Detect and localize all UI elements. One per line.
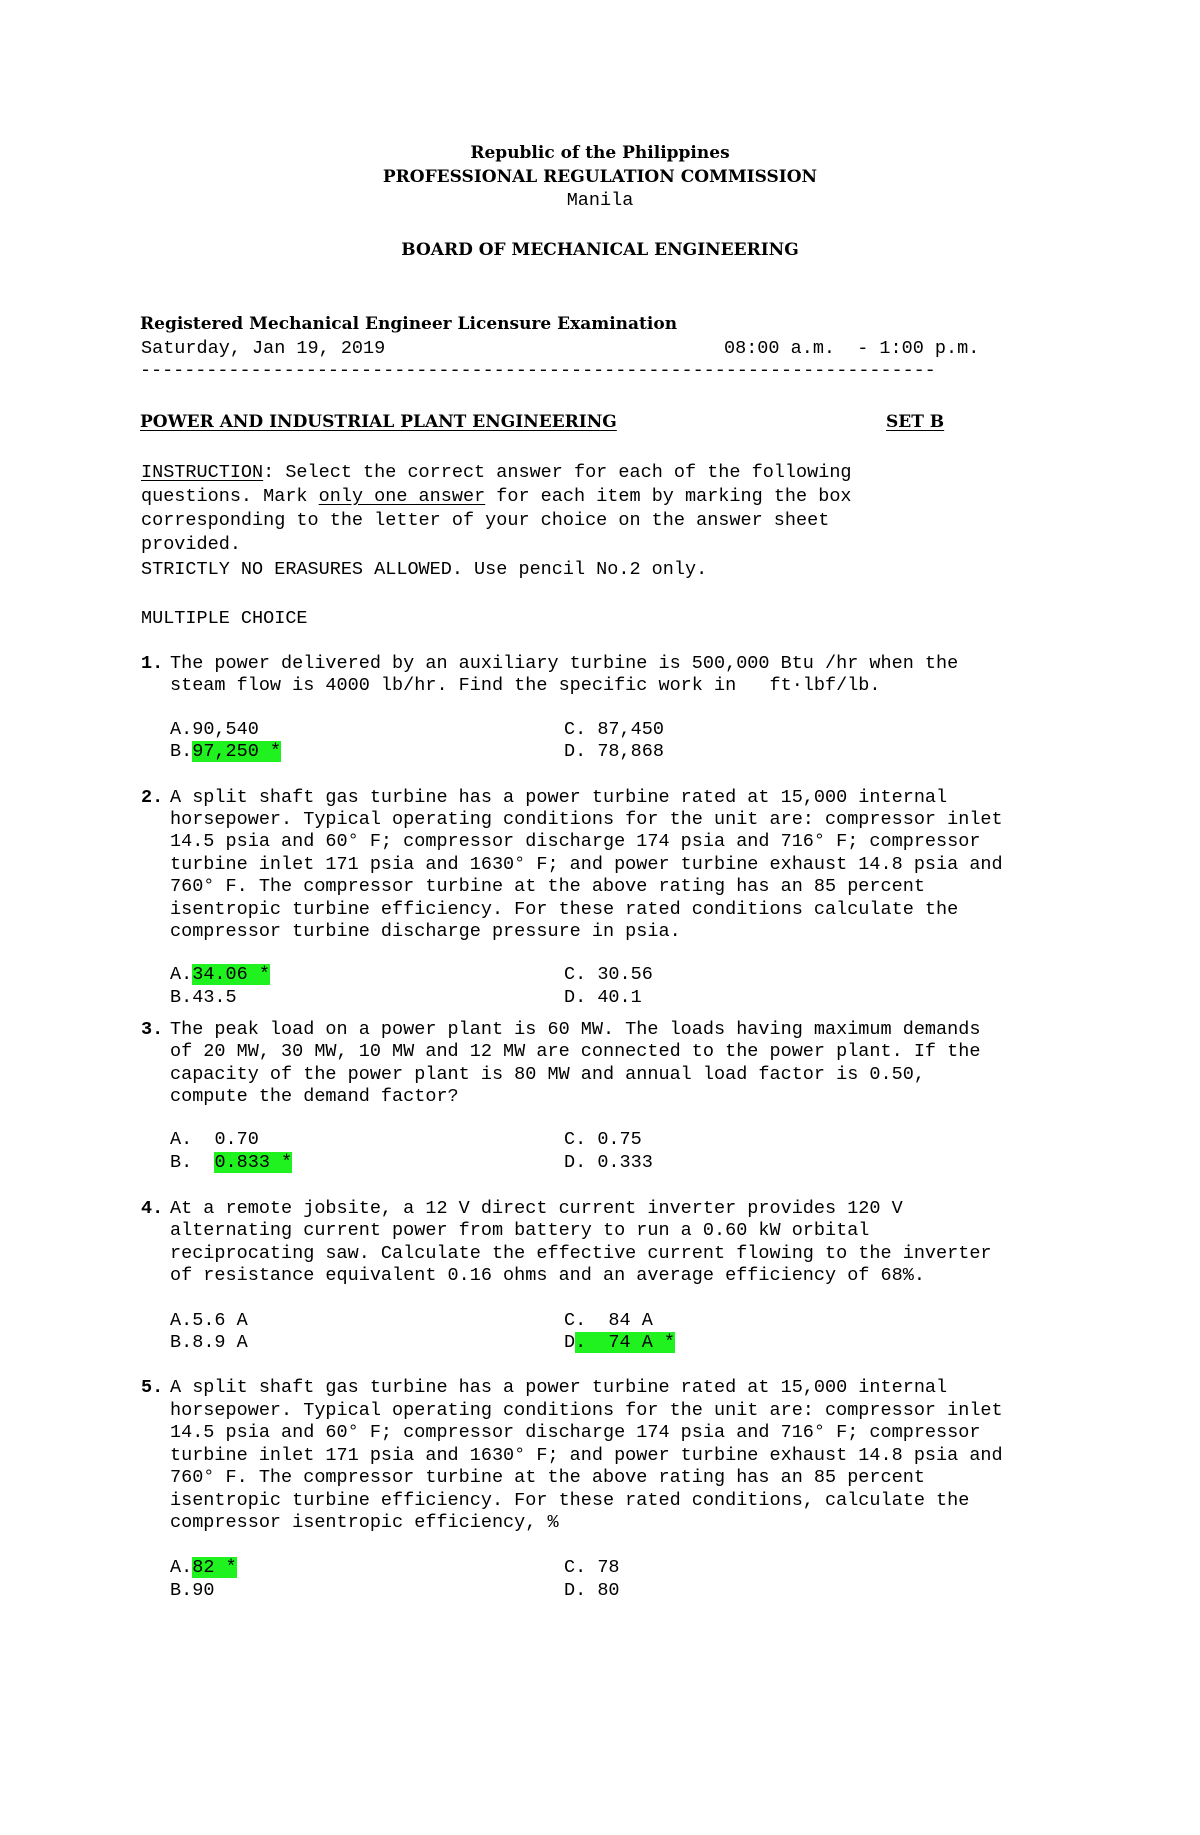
choice-letter: A. [170, 1129, 193, 1150]
instruction-line-5: STRICTLY NO ERASURES ALLOWED. Use pencil No.2 only. [141, 559, 708, 580]
question-text-line: turbine inlet 171 psia and 1630° F; and power turbine exhaust 14.8 psia and [170, 1445, 1003, 1466]
question-number: 5. [141, 1377, 164, 1398]
subject-title: POWER AND INDUSTRIAL PLANT ENGINEERING [140, 412, 617, 432]
question-text-line: 14.5 psia and 60° F; compressor discharge 174 psia and 716° F; compressor [170, 1422, 981, 1443]
choice-letter: B. [170, 741, 193, 762]
exam-date: Saturday, Jan 19, 2019 [141, 338, 386, 359]
choice-value: 40.1 [597, 987, 642, 1008]
instruction-label: INSTRUCTION [141, 462, 264, 483]
correct-answer-highlight: 97,250 * [192, 741, 282, 762]
header-board: BOARD OF MECHANICAL ENGINEERING [401, 240, 799, 260]
choice-letter: B. [170, 987, 193, 1008]
choice-letter: B. [170, 1332, 193, 1353]
set-label: SET B [886, 412, 945, 432]
choice-letter: A. [170, 719, 193, 740]
question-text-line: isentropic turbine efficiency. For these rated conditions calculate the [170, 899, 959, 920]
choice-d [564, 989, 642, 1008]
choice-value: 90,540 [192, 719, 259, 740]
question-text-line: 760° F. The compressor turbine at the above rating has an 85 percent [170, 876, 925, 897]
choice-value: 78,868 [597, 741, 664, 762]
choice-c [564, 721, 664, 740]
question-text-line: The peak load on a power plant is 60 MW. The loads having maximum demands [170, 1019, 981, 1040]
question-text-line: compute the demand factor? [170, 1086, 459, 1107]
choice-value: 43.5 [192, 987, 237, 1008]
question-text-line: A split shaft gas turbine has a power turbine rated at 15,000 internal [170, 787, 948, 808]
question-text-line: A split shaft gas turbine has a power turbine rated at 15,000 internal [170, 1377, 948, 1398]
question-text-line: reciprocating saw. Calculate the effective current flowing to the inverter [170, 1243, 992, 1264]
choice-b [170, 743, 281, 762]
choice-letter: C. [564, 719, 587, 740]
instruction-line-4: provided. [141, 534, 241, 555]
choice-letter: A. [170, 1557, 193, 1578]
choice-c [564, 1559, 620, 1578]
choice-letter: D. [564, 1152, 587, 1173]
question-text-line: of 20 MW, 30 MW, 10 MW and 12 MW are connected to the power plant. If the [170, 1041, 981, 1062]
instruction-text-1: : Select the correct answer for each of the following [263, 462, 852, 483]
choice-a [170, 966, 270, 985]
choice-value: 0.75 [597, 1129, 642, 1150]
choice-letter: C. [564, 1129, 587, 1150]
choice-d [564, 1334, 675, 1353]
choice-a [170, 721, 259, 740]
section-title: MULTIPLE CHOICE [141, 608, 308, 629]
instruction-text-2a: questions. Mark [141, 486, 319, 507]
question-text-line: compressor isentropic efficiency, % [170, 1512, 559, 1533]
choice-letter: C. [564, 1557, 587, 1578]
question-text-line: 760° F. The compressor turbine at the above rating has an 85 percent [170, 1467, 925, 1488]
choice-a [170, 1559, 237, 1578]
choice-d [564, 1582, 620, 1601]
question-text-line: steam flow is 4000 lb/hr. Find the specific work in ft·lbf/lb. [170, 675, 881, 696]
question-text-line: The power delivered by an auxiliary turbine is 500,000 Btu /hr when the [170, 653, 959, 674]
choice-letter: D. [564, 741, 587, 762]
choice-d [564, 743, 664, 762]
choice-value: 0.333 [597, 1152, 653, 1173]
instruction-line-3: corresponding to the letter of your choice on the answer sheet [141, 510, 830, 531]
question-text-line: alternating current power from battery to run a 0.60 kW orbital [170, 1220, 870, 1241]
choice-b [170, 1154, 292, 1173]
question-text-line: At a remote jobsite, a 12 V direct current inverter provides 120 V [170, 1198, 903, 1219]
question-text-line: capacity of the power plant is 80 MW and annual load factor is 0.50, [170, 1064, 925, 1085]
header-commission: PROFESSIONAL REGULATION COMMISSION [382, 167, 818, 187]
question-number: 3. [141, 1019, 164, 1040]
choice-a [170, 1312, 248, 1331]
divider-line: ------------------------------------------------------------------------ [140, 360, 936, 381]
question-number: 4. [141, 1198, 164, 1219]
choice-b [170, 1582, 214, 1601]
correct-answer-highlight: 34.06 * [192, 964, 270, 985]
correct-answer-highlight: . 74 A * [575, 1332, 676, 1353]
choice-value: 30.56 [597, 964, 653, 985]
choice-d [564, 1154, 653, 1173]
choice-value: 87,450 [597, 719, 664, 740]
choice-value: 0.70 [214, 1129, 259, 1150]
choice-a [170, 1131, 259, 1150]
instruction-line-1 [141, 464, 852, 483]
choice-letter: B. [170, 1580, 193, 1601]
question-text-line: compressor turbine discharge pressure in psia. [170, 921, 681, 942]
question-text-line: turbine inlet 171 psia and 1630° F; and power turbine exhaust 14.8 psia and [170, 854, 1003, 875]
question-text-line: of resistance equivalent 0.16 ohms and an average efficiency of 68%. [170, 1265, 925, 1286]
question-number: 1. [141, 653, 164, 674]
instruction-text-2b: for each item by marking the box [485, 486, 852, 507]
question-text-line: isentropic turbine efficiency. For these rated conditions, calculate the [170, 1490, 970, 1511]
choice-c [564, 1312, 653, 1331]
choice-c [564, 966, 653, 985]
choice-value: 78 [597, 1557, 620, 1578]
choice-letter: A. [170, 1310, 193, 1331]
choice-b [170, 989, 237, 1008]
choice-value: 80 [597, 1580, 620, 1601]
choice-value: 84 A [597, 1310, 653, 1331]
header-city: Manila [566, 190, 634, 211]
choice-letter: B. [170, 1152, 193, 1173]
exam-time: 08:00 a.m. - 1:00 p.m. [724, 338, 980, 359]
instruction-line-2 [141, 488, 852, 507]
instruction-emphasis: only one answer [318, 486, 486, 507]
choice-value: 8.9 A [192, 1332, 248, 1353]
exam-title: Registered Mechanical Engineer Licensure Examination [140, 314, 678, 334]
question-text-line: horsepower. Typical operating conditions for the unit are: compressor inlet [170, 809, 1003, 830]
choice-letter: D. [564, 1580, 587, 1601]
choice-value: 90 [192, 1580, 215, 1601]
choice-letter: D [564, 1332, 576, 1353]
correct-answer-highlight: 0.833 * [214, 1152, 293, 1173]
choice-letter: D. [564, 987, 587, 1008]
choice-letter: C. [564, 964, 587, 985]
choice-letter: C. [564, 1310, 587, 1331]
choice-b [170, 1334, 248, 1353]
question-text-line: horsepower. Typical operating conditions for the unit are: compressor inlet [170, 1400, 1003, 1421]
question-text-line: 14.5 psia and 60° F; compressor discharge 174 psia and 716° F; compressor [170, 831, 981, 852]
choice-letter: A. [170, 964, 193, 985]
header-republic: Republic of the Philippines [470, 143, 730, 163]
choice-c [564, 1131, 642, 1150]
question-number: 2. [141, 787, 164, 808]
choice-value: 5.6 A [192, 1310, 248, 1331]
correct-answer-highlight: 82 * [192, 1557, 237, 1578]
